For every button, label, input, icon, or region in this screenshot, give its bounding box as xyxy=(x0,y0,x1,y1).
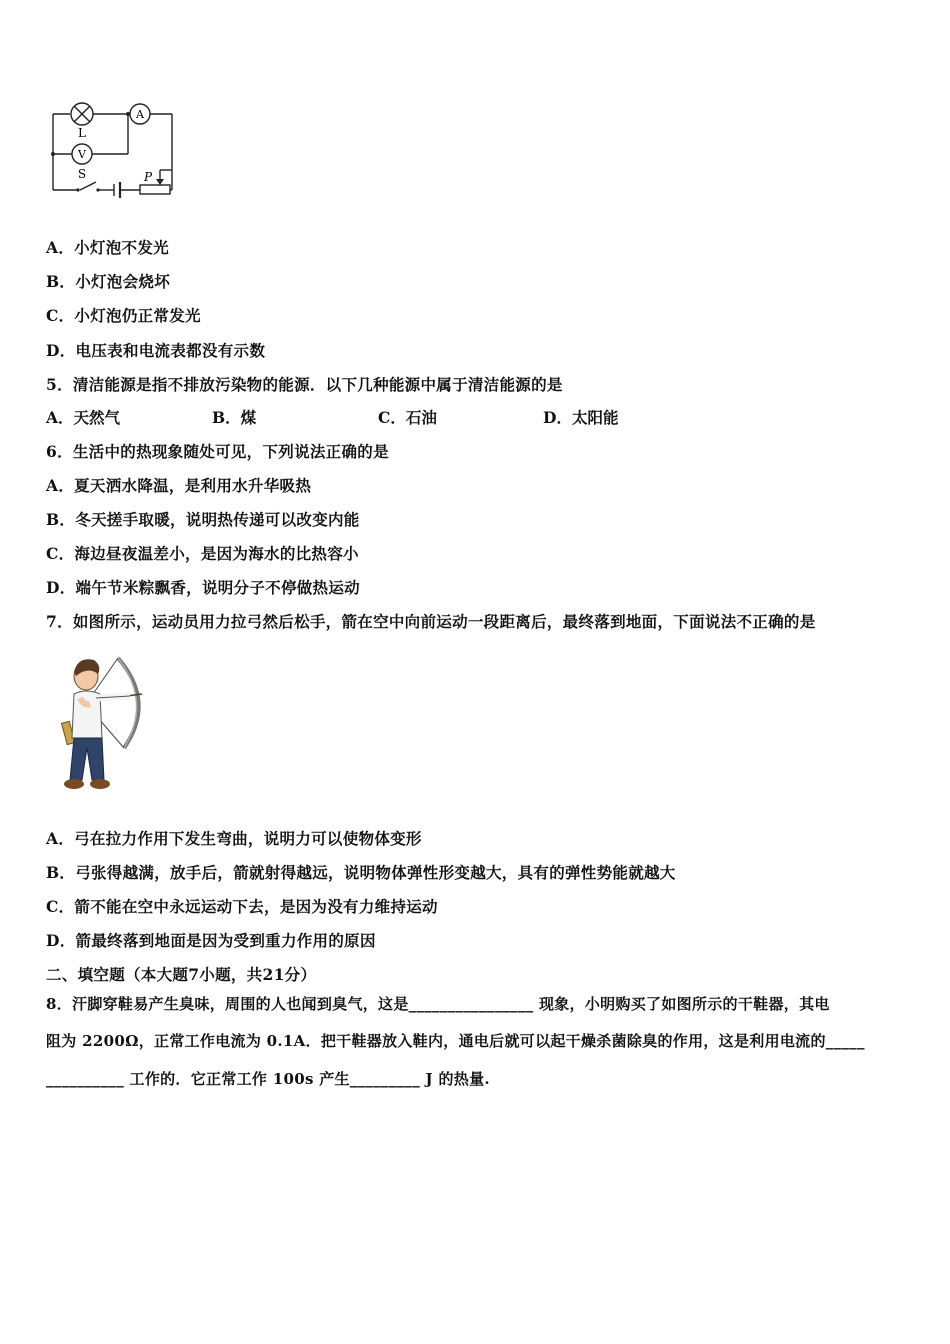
q6-option-a: A．夏天洒水降温，是利用水升华吸热 xyxy=(46,476,312,495)
q6-stem: 6．生活中的热现象随处可见，下列说法正确的是 xyxy=(46,442,389,461)
circuit-diagram xyxy=(44,98,184,203)
q7-option-d: D．箭最终落到地面是因为受到重力作用的原因 xyxy=(46,931,376,950)
q5-option-d: D．太阳能 xyxy=(543,408,619,427)
section-heading: 二、填空题（本大题7小题，共21分） xyxy=(46,965,317,984)
q8-line-3: __________ 工作的．它正常工作 100s 产生_________ J 的热量. xyxy=(46,1070,490,1088)
q6-option-d: D．端午节米粽飘香，说明分子不停做热运动 xyxy=(46,578,360,597)
ammeter-label: A xyxy=(136,108,144,121)
bulb-label: L xyxy=(78,126,86,140)
q7-stem: 7．如图所示，运动员用力拉弓然后松手，箭在空中向前运动一段距离后，最终落到地面，下面说法不正确的是 xyxy=(46,612,816,631)
q5-option-b: B．煤 xyxy=(212,408,257,427)
q6-option-b: B．冬天搓手取暖，说明热传递可以改变内能 xyxy=(46,510,360,529)
q5-option-c: C．石油 xyxy=(378,408,437,427)
q4-option-a: A．小灯泡不发光 xyxy=(46,238,169,257)
q7-option-b: B．弓张得越满，放手后，箭就射得越远，说明物体弹性形变越大，具有的弹性势能就越大 xyxy=(46,863,676,882)
archer-illustration xyxy=(56,652,152,794)
voltmeter-label: V xyxy=(78,148,86,161)
switch-label: S xyxy=(77,167,87,181)
slider-label: P xyxy=(143,170,153,184)
q7-option-c: C．箭不能在空中永远运动下去，是因为没有力维持运动 xyxy=(46,897,438,916)
q5-stem: 5．清洁能源是指不排放污染物的能源．以下几种能源中属于清洁能源的是 xyxy=(46,375,563,394)
q5-option-a: A．天然气 xyxy=(46,408,121,427)
q4-option-c: C．小灯泡仍正常发光 xyxy=(46,306,201,325)
q4-option-b: B．小灯泡会烧坏 xyxy=(46,272,171,291)
q7-option-a: A．弓在拉力作用下发生弯曲，说明力可以使物体变形 xyxy=(46,829,422,848)
q8-line-1: 8．汗脚穿鞋易产生臭味，周围的人也闻到臭气，这是________________ 现象，小明购买了如图所示的干鞋器，其电 xyxy=(46,995,830,1013)
q4-option-d: D．电压表和电流表都没有示数 xyxy=(46,341,266,360)
q6-option-c: C．海边昼夜温差小，是因为海水的比热容小 xyxy=(46,544,359,563)
q8-line-2: 阻为 2200Ω，正常工作电流为 0.1A．把干鞋器放入鞋内，通电后就可以起干燥杀菌除臭的作用，这是利用电流的_____ xyxy=(46,1032,865,1050)
